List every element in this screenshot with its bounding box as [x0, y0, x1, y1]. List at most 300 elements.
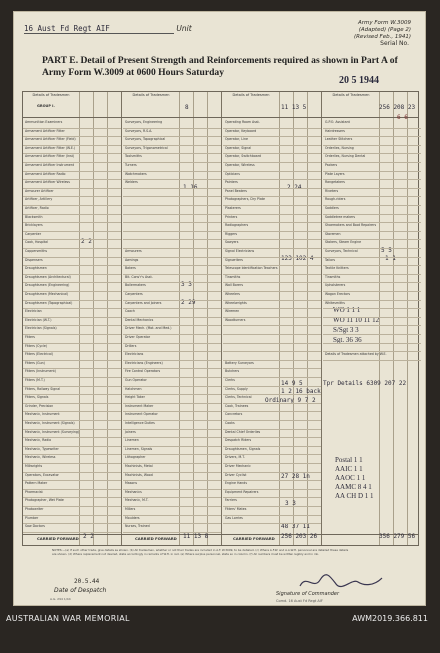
trade-row-label: Millers	[125, 507, 136, 511]
row-rule	[323, 222, 421, 223]
row-rule	[223, 248, 321, 249]
signature-scrawl	[296, 572, 386, 592]
trade-row-label: Armament Artificer Fitter (Field)	[25, 137, 76, 142]
row-rule	[223, 446, 321, 447]
trade-row-label: Moulders	[125, 515, 140, 520]
trade-row-label: Fire Control Operators	[125, 369, 161, 374]
row-rule	[23, 188, 121, 189]
row-rule	[323, 282, 421, 283]
trade-row-label: Bakers	[125, 266, 136, 271]
row-rule	[223, 145, 321, 146]
row-rule	[123, 162, 221, 163]
trade-row-label: Awnings	[125, 257, 139, 262]
col-heading-2: Details of Tradesmen	[132, 93, 170, 97]
row-rule	[23, 480, 121, 481]
trade-row-label: Dispensers	[25, 257, 43, 262]
trade-row-label: Armourer Artificer	[25, 188, 54, 193]
trade-row-label: Saddletree makers	[325, 214, 356, 219]
trade-row-label: Plate Layers	[325, 171, 345, 176]
row-rule	[223, 420, 321, 421]
row-rule	[123, 239, 221, 240]
row-rule	[23, 515, 121, 516]
row-rule	[223, 403, 321, 404]
trade-row-label: Concretors	[225, 412, 243, 417]
document-page	[13, 11, 426, 606]
carried-forward-g2: 11 13 8	[183, 533, 209, 540]
row-rule	[123, 291, 221, 292]
row-rule	[123, 472, 221, 473]
value-g4-aachd: AA CH D 1 1	[335, 492, 374, 500]
trade-row-label: Armament Artificer Fitter (W.E.)	[25, 145, 76, 150]
trade-row-label: Printers	[225, 214, 238, 219]
row-rule	[323, 162, 421, 163]
divider	[321, 92, 322, 545]
trade-row-label: Clerks, Technical	[225, 395, 252, 400]
row-rule	[223, 472, 321, 473]
row-rule	[223, 265, 321, 266]
trade-row-label: Draughtsmen (Architectural)	[25, 274, 71, 279]
trade-row-label: G.P.O. Assistant	[325, 120, 350, 124]
value-g4-ssgt: S/Sgt 3 3	[333, 326, 359, 334]
trade-row-label: Nurses, Trained	[125, 524, 150, 529]
row-rule	[323, 239, 421, 240]
trade-row-label: Shoemakers and Boot Repairers	[325, 223, 377, 228]
trade-row-label: Lithographer	[125, 455, 146, 460]
row-rule	[123, 153, 221, 154]
divider	[107, 92, 108, 545]
row-rule	[323, 257, 421, 258]
row-rule	[223, 291, 321, 292]
trade-row-label: Tinsmiths	[325, 274, 341, 279]
row-rule	[223, 214, 321, 215]
date-of-despatch-value: 20.5.44	[74, 578, 100, 585]
row-rule	[323, 205, 421, 206]
row-rule	[323, 171, 421, 172]
col-heading-4: Details of Tradesmen	[332, 93, 370, 97]
trade-row-label: Woodturners	[225, 317, 246, 322]
value-g4-wo1: WO 1 1 1	[333, 306, 361, 314]
trade-row-label: Telescope Identification Teachers	[225, 266, 278, 271]
trade-row-label: Textile Knitters	[325, 266, 349, 271]
carried-forward-label-1: CARRIED FORWARD	[37, 536, 79, 541]
serial-label: Serial No.	[380, 40, 409, 47]
value-g4-aamc: AAMC 8 4 1	[335, 483, 372, 491]
trade-row-label: Painters	[225, 180, 238, 185]
row-rule	[223, 437, 321, 438]
trade-row-label: Armament Artificer Fitter	[25, 128, 65, 133]
value-g2-bakers: 3 3	[181, 281, 192, 288]
trade-row-label: Signal Electricians	[225, 249, 255, 253]
trade-row-label: Drillers	[125, 343, 137, 348]
trade-row-label: Surveyors, Engineering	[125, 120, 163, 124]
row-rule	[123, 282, 221, 283]
trade-row-label: Mechanic, Instrument	[25, 412, 60, 417]
trade-row-label: Plumber	[25, 515, 39, 520]
row-rule	[123, 205, 221, 206]
trade-row-label: Intelligence Duties	[125, 421, 155, 425]
trade-row-label: Driver Mechanic	[225, 464, 251, 468]
trade-row-label: Battery Surveyors	[225, 360, 254, 365]
row-rule	[123, 429, 221, 430]
row-rule	[123, 334, 221, 335]
row-rule	[323, 248, 421, 249]
divider	[407, 92, 408, 545]
divider	[121, 92, 122, 545]
trade-row-label: Linemen, Signals	[125, 446, 153, 451]
row-rule	[223, 188, 321, 189]
trade-row-label: Fitters (M.T.)	[25, 378, 45, 382]
row-rule	[223, 394, 321, 395]
trade-row-label: Grinder, Precision	[25, 403, 54, 408]
row-rule	[223, 162, 321, 163]
row-rule	[23, 497, 121, 498]
trade-row-label: Artificer, Artillery	[25, 197, 53, 202]
row-rule	[223, 205, 321, 206]
row-rule	[123, 300, 221, 301]
row-rule	[223, 454, 321, 455]
row-rule	[323, 153, 421, 154]
trade-row-label: Cook, Hospital	[25, 240, 49, 245]
row-rule	[23, 368, 121, 369]
row-rule	[223, 171, 321, 172]
trade-row-label: Storemen	[325, 231, 341, 236]
trade-row-label: Operator, Wireless	[225, 163, 255, 167]
trade-row-label: Toolsmiths	[125, 154, 142, 159]
divider	[193, 92, 194, 545]
row-rule	[123, 265, 221, 266]
row-rule	[123, 497, 221, 498]
trade-row-label: Dental Mechanics	[125, 317, 154, 322]
trade-row-label: Farriers	[225, 498, 237, 503]
row-rule	[123, 506, 221, 507]
row-rule	[223, 497, 321, 498]
trade-row-label: Boilermakers	[125, 283, 146, 288]
value-g4-top2: 6 6	[397, 114, 408, 121]
trade-row-label: Clerks	[225, 378, 235, 382]
trade-row-label: Signwriters	[225, 257, 243, 262]
trade-row-label: Mechanic, Instrument (Surveying)	[25, 429, 80, 434]
trade-row-label: Fitters (Gun)	[25, 360, 45, 365]
value-g4-textile: 1 1	[385, 255, 396, 262]
row-rule	[123, 532, 221, 533]
row-rule	[123, 343, 221, 344]
trade-row-label: Driver Mech. (Mot. and Med.)	[125, 326, 172, 331]
trade-row-label: Operator, Signal	[225, 145, 252, 150]
row-rule	[323, 179, 421, 180]
divider	[79, 92, 80, 545]
row-rule	[123, 231, 221, 232]
value-g3-fitters-mates: 3 3	[285, 500, 296, 507]
trade-row-label: Electrician (W.T.)	[25, 317, 52, 322]
unit-line	[24, 24, 192, 34]
trade-row-label: Fitters' Mates	[225, 507, 247, 511]
value-g3-butchers-a: 14 9 5	[281, 380, 303, 387]
row-rule	[223, 360, 321, 361]
carried-forward-label-2: CARRIED FORWARD	[135, 536, 177, 541]
trade-row-label: Coppersmiths	[25, 249, 48, 253]
row-rule	[23, 153, 121, 154]
row-rule	[23, 317, 121, 318]
form-number-line-3: (Revised Feb., 1941)	[353, 34, 411, 40]
row-rule	[123, 128, 221, 129]
archive-institution: AUSTRALIAN WAR MEMORIAL	[6, 614, 130, 623]
trade-row-label: Surveyors, Technical	[325, 249, 358, 253]
row-rule	[323, 300, 421, 301]
value-g4-details: Tpr Details 6309 207 22	[323, 380, 407, 387]
trade-row-label: Fitters (Instrument)	[25, 369, 56, 374]
row-rule	[223, 274, 321, 275]
row-rule	[223, 463, 321, 464]
row-rule	[123, 403, 221, 404]
row-rule	[223, 351, 321, 352]
row-rule	[323, 317, 421, 318]
form-number-line-1: Army Form W.3009	[357, 20, 411, 26]
signature-sub: Comd. 16 Aust Fd Regt AIF	[276, 599, 323, 603]
row-rule	[323, 334, 421, 335]
date-of-despatch-label: Date of Despatch	[54, 587, 107, 594]
divider	[179, 92, 180, 545]
row-rule	[223, 257, 321, 258]
trade-row-label: Packers	[325, 163, 338, 167]
trade-row-label: Electrician	[25, 309, 42, 314]
carried-forward-g3: 256 203 26	[281, 533, 318, 540]
trade-row-label: Operator, Switchboard	[225, 154, 262, 159]
trade-row-label: Gas Lorries	[225, 515, 243, 520]
trade-row-label: Photowriter	[25, 507, 44, 511]
row-rule	[223, 239, 321, 240]
trade-row-label: Tinsmiths	[225, 274, 241, 279]
trade-row-label: Plasterers	[225, 206, 241, 210]
value-g3-butchers-b: 1 2 16 back	[281, 388, 321, 395]
trade-row-label: Draughtsmen, Signals	[225, 446, 261, 451]
trade-row-label: Mechanic, Wireless	[25, 455, 56, 460]
row-rule	[223, 343, 321, 344]
row-rule	[123, 480, 221, 481]
value-g2-carpenters: 2 29	[181, 299, 196, 306]
trade-row-label: Joiners	[125, 429, 136, 434]
trade-row-label: Wagon Erectors	[325, 292, 351, 296]
trade-row-label: Fitters, Signals	[25, 395, 49, 400]
row-rule	[123, 257, 221, 258]
row-rule	[23, 162, 121, 163]
row-rule	[223, 368, 321, 369]
row-rule	[23, 248, 121, 249]
row-rule	[23, 386, 121, 387]
trade-row-label: Saddlers	[325, 206, 339, 210]
trade-row-label: Engine Hands	[225, 481, 247, 486]
row-rule	[223, 506, 321, 507]
value-g1-carpenter: 2 2	[81, 238, 92, 245]
divider	[221, 92, 222, 545]
trade-row-label: Pattern Maker	[25, 481, 48, 486]
trade-row-label: Armament Artificer Wireless	[25, 180, 70, 185]
trade-row-label: Surveyors, R.S.A.	[125, 128, 153, 133]
trade-row-label: Masons	[125, 481, 137, 486]
carried-forward-label-3: CARRIED FORWARD	[233, 536, 275, 541]
trade-row-label: Equipment Repairers	[225, 489, 259, 494]
trade-row-label: Operators, Excavator	[25, 472, 59, 477]
value-g4-tailors: 5 5	[381, 247, 392, 254]
trade-row-label: Operator, Keyboard	[225, 128, 257, 133]
row-rule	[223, 386, 321, 387]
row-rule	[323, 196, 421, 197]
row-rule	[123, 515, 221, 516]
row-rule	[23, 214, 121, 215]
trade-row-label: Draughtsmen	[25, 266, 47, 271]
row-rule	[223, 179, 321, 180]
row-rule	[23, 282, 121, 283]
trade-row-label: Operator, Line	[225, 137, 248, 142]
trade-row-label: Sawyers	[225, 240, 239, 245]
trade-row-label: Armament Artificer Instrument	[25, 163, 75, 167]
row-rule	[23, 429, 121, 430]
row-rule	[323, 325, 421, 326]
row-rule	[123, 248, 221, 249]
trade-row-label: Mechanic, M.T.	[125, 498, 149, 503]
row-rule	[323, 265, 421, 266]
row-rule	[23, 145, 121, 146]
signature-label: Signature of Commander	[276, 591, 340, 597]
row-rule	[23, 403, 121, 404]
trade-row-label: Drivers, M.T.	[225, 455, 245, 460]
trade-row-label: Millwrights	[25, 464, 43, 468]
trade-row-label: Height Taker	[125, 395, 145, 400]
row-rule	[123, 351, 221, 352]
row-rule	[223, 523, 321, 524]
row-rule	[123, 317, 221, 318]
trade-row-label: Mechanic, Typewriter	[25, 446, 59, 451]
value-g4-sgt: Sgt. 36 36	[333, 336, 362, 344]
trade-row-label: Welders	[125, 180, 138, 185]
strength-table	[22, 91, 419, 546]
row-rule	[223, 489, 321, 490]
row-rule	[23, 420, 121, 421]
trade-row-label: Driver Cyclist	[225, 472, 247, 477]
row-rule	[323, 351, 421, 352]
form-number	[354, 20, 411, 41]
row-rule	[23, 360, 121, 361]
row-rule	[123, 523, 221, 524]
trade-row-label: Wiremen	[225, 309, 240, 314]
row-rule	[23, 291, 121, 292]
trade-row-label: Leather Stitchers	[325, 137, 353, 142]
row-rule	[323, 343, 421, 344]
trade-row-label: Dental Chief Orderlies	[225, 429, 261, 434]
trade-row-label: Draughtsmen (Topographical)	[25, 300, 73, 305]
row-rule	[323, 291, 421, 292]
row-rule	[123, 386, 221, 387]
trade-row-label: Upholsterers	[325, 283, 346, 288]
row-rule	[123, 179, 221, 180]
trade-row-label: Carpenters	[125, 292, 143, 296]
trade-row-label: Radiographers	[225, 223, 249, 228]
trade-row-label: Pharmacist	[25, 489, 43, 494]
value-g4-wo2: WO 11 10 11 12	[333, 316, 380, 324]
trade-row-label: Operating Room Asst.	[225, 120, 260, 124]
trade-row-label: Armourers	[125, 249, 142, 253]
trade-row-label: Bit. Cons'r's Asst.	[125, 274, 153, 279]
trade-row-label: Wheelwrights	[225, 300, 247, 305]
trade-row-label: Instrument Operator	[125, 412, 158, 417]
row-rule	[323, 136, 421, 137]
trade-row-label: Rough-riders	[325, 197, 346, 202]
row-rule	[123, 463, 221, 464]
row-rule	[23, 300, 121, 301]
row-rule	[123, 196, 221, 197]
trade-row-label: Cook, Trainees	[225, 403, 249, 408]
row-rule	[23, 205, 121, 206]
row-rule	[123, 325, 221, 326]
trade-row-label: Carpenters and Joiners	[125, 300, 162, 305]
value-g3-clerks: Ordinary 9 7 2	[265, 397, 316, 404]
trade-row-label: Turners	[125, 163, 137, 167]
trade-row-label: Saw Doctors	[25, 524, 45, 529]
trade-row-label: Fitters, Railway Signal	[25, 386, 61, 391]
row-rule	[23, 437, 121, 438]
value-g3-operators: 2 24	[287, 184, 302, 191]
trade-row-label: Rangetakers	[325, 180, 345, 185]
row-rule	[323, 214, 421, 215]
row-rule	[123, 171, 221, 172]
trade-row-label: Details of Tradesmen attached by W.E.	[325, 352, 387, 357]
row-rule	[123, 214, 221, 215]
row-rule	[323, 308, 421, 309]
value-g4-aaoc: AAOC 1 1	[335, 474, 366, 482]
value-g3-gas: 48 37 11	[281, 523, 310, 530]
trade-row-label: Driver Operator	[125, 335, 151, 339]
trade-row-label: Draughtsmen (Engineering)	[25, 283, 70, 288]
trade-row-label: Hatchmen	[125, 386, 142, 391]
trade-row-label: Draughtsmen (Mechanical)	[25, 292, 69, 296]
trade-row-label: Watchmakers	[125, 171, 147, 176]
carried-forward-g4: 356 279 56	[379, 533, 416, 540]
row-rule	[323, 188, 421, 189]
row-rule	[23, 454, 121, 455]
row-rule	[23, 179, 121, 180]
row-rule	[123, 136, 221, 137]
row-rule	[23, 222, 121, 223]
trade-row-label: Riveters	[325, 188, 339, 193]
value-g2-top: 8	[185, 104, 189, 111]
trade-row-label: Electricians (Engineers)	[125, 360, 163, 365]
trade-row-label: Clerks, Supply	[225, 386, 248, 391]
trade-row-label: Fitters	[25, 335, 35, 339]
trade-row-label: Stokers, Steam Engine	[325, 240, 362, 245]
divider	[393, 92, 394, 545]
trade-row-label: Electrician (Signals)	[25, 326, 57, 331]
row-rule	[23, 257, 121, 258]
trade-row-label: Electricians	[125, 352, 144, 357]
trade-row-label: Whitesmiths	[325, 300, 345, 305]
row-rule	[23, 506, 121, 507]
col-heading-1: Details of Tradesmen	[32, 93, 70, 97]
row-rule	[123, 274, 221, 275]
row-rule	[23, 472, 121, 473]
row-rule	[23, 446, 121, 447]
row-rule	[123, 420, 221, 421]
row-rule	[323, 360, 421, 361]
trade-row-label: Mechanic, Radio	[25, 438, 52, 443]
trade-row-label: Despatch Riders	[225, 438, 252, 443]
row-rule	[123, 437, 221, 438]
row-rule	[23, 532, 121, 533]
group-1-label: GROUP I.	[37, 104, 55, 108]
row-rule	[223, 300, 321, 301]
carried-forward-g1: 2 2	[83, 533, 94, 540]
row-rule	[323, 145, 421, 146]
trade-row-label: Carpenter	[25, 231, 42, 236]
row-rule	[23, 489, 121, 490]
